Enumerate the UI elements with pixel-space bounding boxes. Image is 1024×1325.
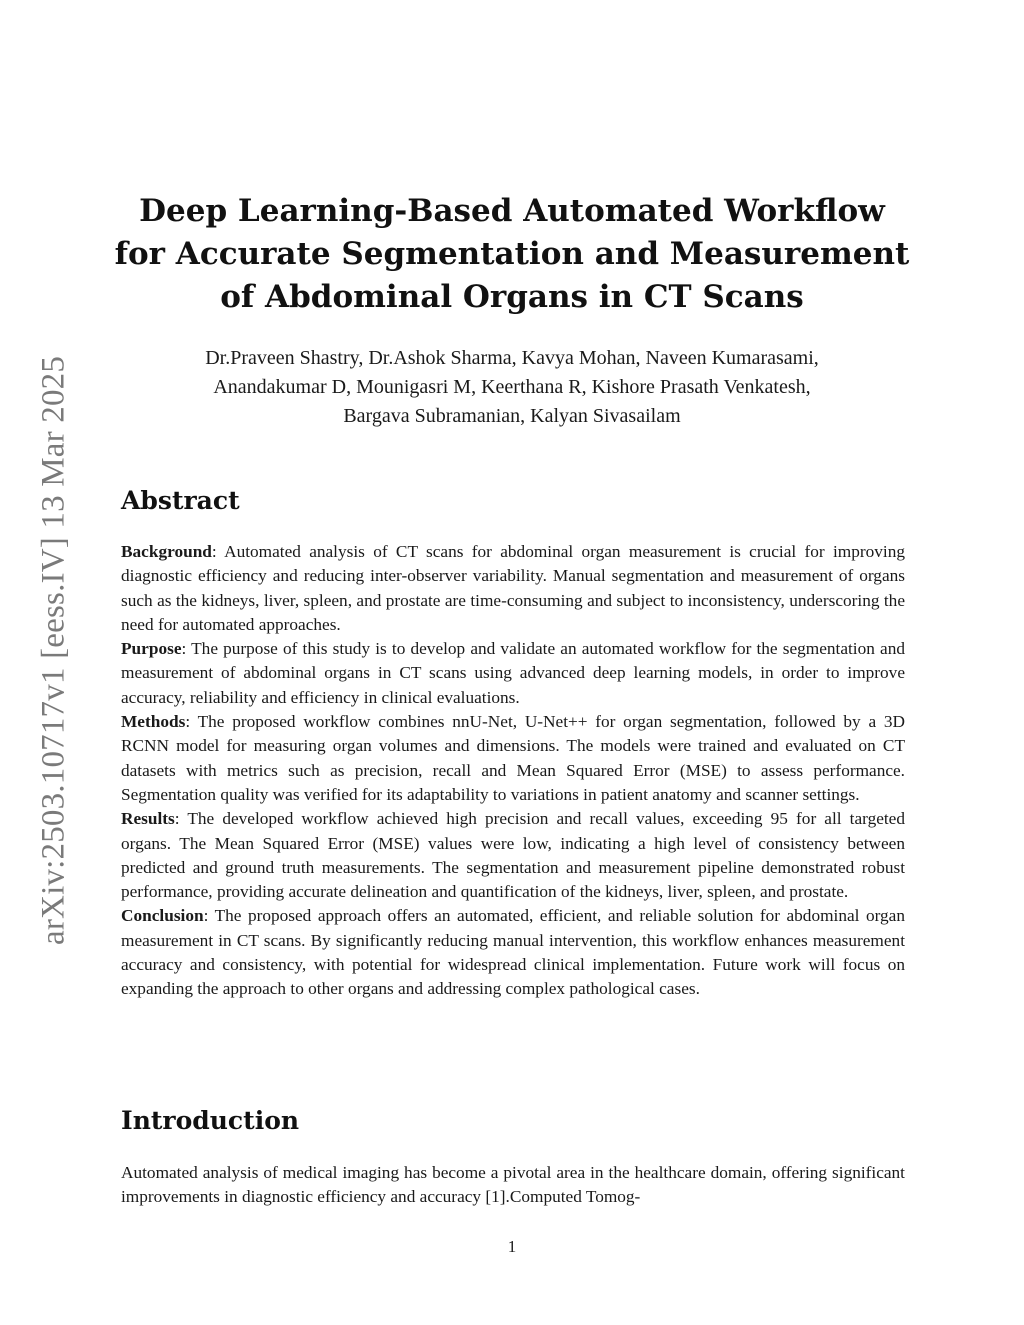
abstract-methods [121,710,905,807]
methods-label: Methods [121,712,186,732]
author-line-3: Bargava Subramanian, Kalyan Sivasailam [343,405,681,427]
conclusion-label: Conclusion [121,906,204,926]
conclusion-text: : The proposed approach offers an automated, efficient, and reliable solution for abdominal organ measurement in CT scans. By significantly reducing manual intervention, this workflow enhances measurement accuracy and consistency, with potential for widespread clinical implementation. Future work will focus on expanding the approach to other organs and addressing complex pathological cases. [121,906,905,999]
author-list [110,344,914,431]
title-line-1: Deep Learning-Based Automated Workflow [139,193,885,229]
results-text: : The developed workflow achieved high precision and recall values, exceeding 95 for all targeted organs. The Mean Squared Error (MSE) values were low, indicating a high level of consistency between predicted and ground truth measurements. The segmentation and measurement pipeline demonstrated robust performance, providing accurate delineation and quantification of the kidneys, liver, spleen, and prostate. [121,809,905,902]
abstract-conclusion [121,904,905,1001]
title-line-2: for Accurate Segmentation and Measurement [114,236,910,272]
title-line-3: of Abdominal Organs in CT Scans [220,279,804,315]
abstract-body [121,540,905,1002]
results-label: Results [121,809,175,829]
methods-text: : The proposed workflow combines nnU-Net, U-Net++ for organ segmentation, followed by a 3D RCNN model for measuring organ volumes and dimensions. The models were trained and evaluated on CT datasets with metrics such as precision, recall and Mean Squared Error (MSE) to assess performance. Segmentation quality was verified for its adaptability to variations in patient anatomy and scanner settings. [121,712,905,804]
introduction-paragraph: Automated analysis of medical imaging has become a pivotal area in the healthcare domain, offering significant improvements in diagnostic efficiency and accuracy [1].Computed Tomog- [121,1163,905,1207]
abstract-background [121,540,905,637]
background-label: Background [121,542,212,561]
paper-title [110,190,914,319]
introduction-heading: Introduction [121,1106,300,1135]
abstract-heading: Abstract [121,486,240,515]
background-text: : Automated analysis of CT scans for abdominal organ measurement is crucial for improving diagnostic efficiency and reducing inter-observer variability. Manual segmentation and measurement of organs such as the kidneys, liver, spleen, and prostate are time-consuming and subject to inconsistency, underscoring the need for automated approaches. [121,542,905,634]
author-line-1: Dr.Praveen Shastry, Dr.Ashok Sharma, Kavya Mohan, Naveen Kumarasami, [205,347,819,369]
author-line-2: Anandakumar D, Mounigasri M, Keerthana R, Kishore Prasath Venkatesh, [213,376,811,398]
purpose-label: Purpose [121,639,182,659]
abstract-results [121,807,905,904]
purpose-text: : The purpose of this study is to develop and validate an automated workflow for the segmentation and measurement of abdominal organs in CT scans using advanced deep learning models, in order to improve accuracy, reliability and efficiency in clinical evaluations. [121,639,905,707]
abstract-purpose [121,637,905,710]
arxiv-identifier: arXiv:2503.10717v1 [eess.IV] 13 Mar 2025 [35,355,72,945]
page-number: 1 [507,1237,517,1256]
